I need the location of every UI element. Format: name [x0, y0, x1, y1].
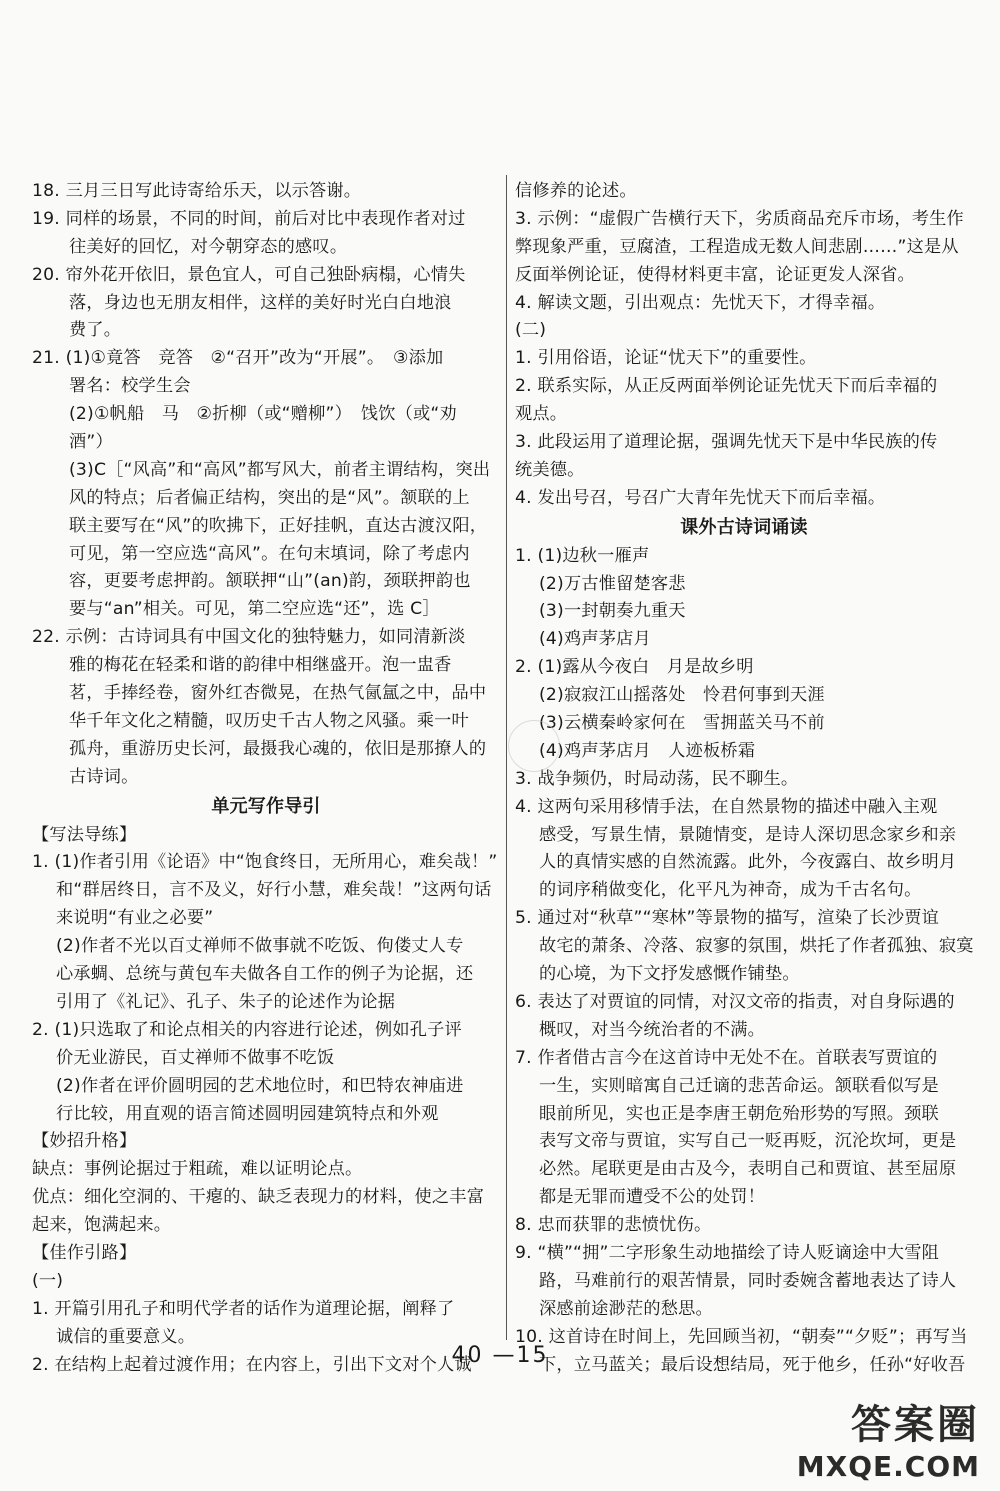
text-line: 4. 这两句采用移情手法，在自然景物的描述中融入主观	[515, 796, 938, 817]
text-line: 2. (1)露从今夜白 月是故乡明	[515, 657, 754, 678]
text-line: (2)作者不光以百丈禅师不做事就不吃饭、佝偻丈人专	[56, 936, 464, 957]
text-line: 雅的梅花在轻柔和谐的韵律中相继盛开。泡一盅香	[69, 655, 452, 676]
text-line: 诚信的重要意义。	[56, 1326, 196, 1347]
text-line: (4)鸡声茅店月	[539, 629, 651, 650]
text-line: 18. 三月三日写此诗寄给乐天，以示答谢。	[32, 181, 362, 201]
text-line: 容，更要考虑押韵。颔联押“山”(an)韵，颈联押韵也	[69, 571, 471, 592]
text-line: 8. 忠而获罪的悲愤忧伤。	[515, 1215, 712, 1236]
text-line: 表写文帝与贾谊，实写自己一贬再贬，沉沦坎坷，更是	[539, 1131, 957, 1152]
text-line: 【写法导练】	[32, 824, 137, 845]
text-line: 1. 引用俗语，论证“忧天下”的重要性。	[515, 348, 817, 369]
text-line: 统美德。	[515, 459, 585, 480]
text-line: (3)C［“风高”和“高风”都写风大，前者主谓结构，突出	[69, 459, 491, 480]
text-line: 弊现象严重，豆腐渣，工程造成无数人间悲剧……”这是从	[515, 236, 959, 257]
left-column	[32, 178, 500, 1379]
text-line: 落，身边也无朋友相伴，这样的美好时光白白地浪	[69, 292, 452, 313]
text-line: 心承蜩、总统与黄包车夫做各自工作的例子为论据，还	[56, 964, 474, 985]
text-line: 酒”）	[69, 432, 113, 453]
text-line: 往美好的回忆，对今朝穿态的感叹。	[69, 236, 348, 257]
text-line: 费了。	[69, 320, 122, 341]
text-line: 感受，写景生情，景随情变，是诗人深切思念家乡和亲	[539, 824, 957, 845]
text-line: (一)	[32, 1270, 64, 1291]
text-line: 行比较，用直观的语言简述圆明园建筑特点和外观	[56, 1103, 439, 1124]
faint-stamp	[508, 720, 560, 772]
text-line: 2. (1)只选取了和论点相关的内容进行论述，例如孔子评	[32, 1019, 462, 1040]
text-line: 20. 帘外花开依旧，景色宜人，可自己独卧病榻，心情失	[32, 264, 466, 285]
text-line: 5. 通过对“秋草”“寒林”等景物的描写，渲染了长沙贾谊	[515, 908, 940, 929]
text-line: 必然。尾联更是由古及今，表明自己和贾谊、甚至屈原	[539, 1159, 957, 1180]
text-line: 下，立马蓝关；最后设想结局，死于他乡，任孙“好收吾	[539, 1354, 966, 1375]
text-line: 风的特点；后者偏正结构，突出的是“风”。颔联的上	[69, 487, 470, 508]
text-line: 22. 示例：古诗词具有中国文化的独特魅力，如同清新淡	[32, 627, 466, 648]
text-line: 信修养的论述。	[515, 181, 637, 201]
text-line: 概叹，对当今统治者的不满。	[539, 1019, 766, 1040]
text-line: 联主要写在“风”的吹拂下，正好挂帆，直达古渡汉阳，	[69, 515, 488, 536]
text-line: 2. 联系实际，从正反两面举例论证先忧天下而后幸福的	[515, 376, 938, 397]
text-line: 观点。	[515, 404, 568, 425]
text-line: 的词序稍做变化，化平凡为神奇，成为千古名句。	[539, 880, 922, 901]
text-line: (2)①帆船 马 ②折柳（或“赠柳”） 饯饮（或“劝	[69, 404, 457, 425]
text-line: 1. (1)边秋一雁声	[515, 545, 650, 566]
text-line: 署名：校学生会	[69, 376, 191, 397]
text-line: 1. (1)作者引用《论语》中“饱食终日，无所用心，难矣哉！”	[32, 852, 498, 873]
text-line: 1. 开篇引用孔子和明代学者的话作为道理论据，阐释了	[32, 1298, 455, 1319]
text-line: 3. 战争频仍，时局动荡，民不聊生。	[515, 768, 799, 789]
text-line: 10. 这首诗在时间上，先回顾当初，“朝奏”“夕贬”；再写当	[515, 1326, 968, 1347]
text-line: 【佳作引路】	[32, 1242, 137, 1263]
text-line: (二)	[515, 320, 547, 341]
text-line: 7. 作者借古言今在这首诗中无处不在。首联表写贾谊的	[515, 1047, 938, 1068]
text-line: 人的真情实感的自然流露。此外，今夜露白、故乡明月	[539, 852, 957, 873]
text-line: (2)万古惟留楚客悲	[539, 573, 686, 594]
text-line: 2. 在结构上起着过渡作用；在内容上，引出下文对个人诚	[32, 1354, 472, 1375]
text-line: 引用了《礼记》、孔子、朱子的论述作为论据	[56, 991, 396, 1012]
text-line: 来说明“有业之必要”	[56, 908, 214, 929]
text-line: 都是无罪而遭受不公的处罚！	[539, 1187, 766, 1208]
text-line: (4)鸡声茅店月 人迹板桥霜	[539, 740, 756, 761]
text-line: (2)作者在评价圆明园的艺术地位时，和巴特农神庙进	[56, 1075, 464, 1096]
column-divider	[506, 175, 507, 1340]
watermark-top: 答案圈	[851, 1402, 980, 1448]
text-line: 路，马难前行的艰苦情景，同时委婉含蓄地表达了诗人	[539, 1270, 957, 1291]
text-line: 和“群居终日，言不及义，好行小慧，难矣哉！”这两句话	[56, 880, 492, 901]
text-line: 价无业游民，百丈禅师不做事不吃饭	[56, 1047, 335, 1068]
text-line: 3. 示例：“虚假广告横行天下，劣质商品充斥市场，考生作	[515, 208, 964, 229]
text-line: 的心境，为下文抒发感慨作铺垫。	[539, 964, 800, 985]
text-line: 一生，实则暗寓自己迁谪的悲苦命运。颔联看似写是	[539, 1075, 939, 1096]
text-line: 古诗词。	[69, 766, 139, 787]
text-line: 要与“an”相关。可见，第二空应选“还”，选 C］	[69, 599, 440, 620]
text-line: 孤舟，重游历史长河，最摄我心魂的，依旧是那撩人的	[69, 738, 487, 759]
text-line: 6. 表达了对贾谊的同情，对汉文帝的指责，对自身际遇的	[515, 991, 955, 1012]
section-heading: 单元写作导引	[211, 795, 321, 817]
watermark-logo	[797, 1393, 980, 1483]
right-column	[515, 178, 973, 1379]
text-line: 21. (1)①竟答 竞答 ②“召开”改为“开展”。 ③添加	[32, 348, 444, 369]
text-line: 3. 此段运用了道理论据，强调先忧天下是中华民族的传	[515, 432, 938, 453]
text-line: 优点：细化空洞的、干瘪的、缺乏表现力的材料，使之丰富	[32, 1187, 485, 1208]
text-line: 反面举例论证，使得材料更丰富，论证更发人深省。	[515, 264, 915, 285]
text-line: 深感前途渺茫的愁思。	[539, 1298, 713, 1319]
text-line: 4. 发出号召，号召广大青年先忧天下而后幸福。	[515, 487, 886, 508]
text-line: 茗，手捧经卷，窗外红杏微晃，在热气氤氲之中，品中	[69, 683, 487, 704]
page-number: 40 —15	[451, 1343, 549, 1368]
text-line: (3)一封朝奏九重天	[539, 601, 686, 622]
text-line: 眼前所见，实也正是李唐王朝危殆形势的写照。颈联	[539, 1103, 939, 1124]
text-line: 可见，第一空应选“高风”。在句末填词，除了考虑内	[69, 543, 470, 564]
text-line: 9. “横”“拥”二字形象生动地描绘了诗人贬谪途中大雪阻	[515, 1242, 940, 1263]
section-heading: 课外古诗词诵读	[680, 516, 808, 538]
text-line: 4. 解读文题，引出观点：先忧天下，才得幸福。	[515, 292, 886, 313]
text-line: 缺点：事例论据过于粗疏，难以证明论点。	[32, 1159, 363, 1180]
text-line: (3)云横秦岭家何在 雪拥蓝关马不前	[539, 713, 825, 734]
text-line: 起来，饱满起来。	[32, 1215, 172, 1236]
watermark-bottom: MXQE.COM	[796, 1450, 980, 1483]
text-line: 【妙招升格】	[32, 1131, 137, 1152]
text-line: 华千年文化之精髓，叹历史千古人物之风骚。乘一叶	[69, 710, 469, 731]
text-line: 19. 同样的场景，不同的时间，前后对比中表现作者对过	[32, 208, 466, 229]
text-line: (2)寂寂江山摇落处 怜君何事到天涯	[539, 685, 825, 706]
text-line: 故宅的萧条、冷落、寂寥的氛围，烘托了作者孤独、寂寞	[539, 936, 974, 957]
